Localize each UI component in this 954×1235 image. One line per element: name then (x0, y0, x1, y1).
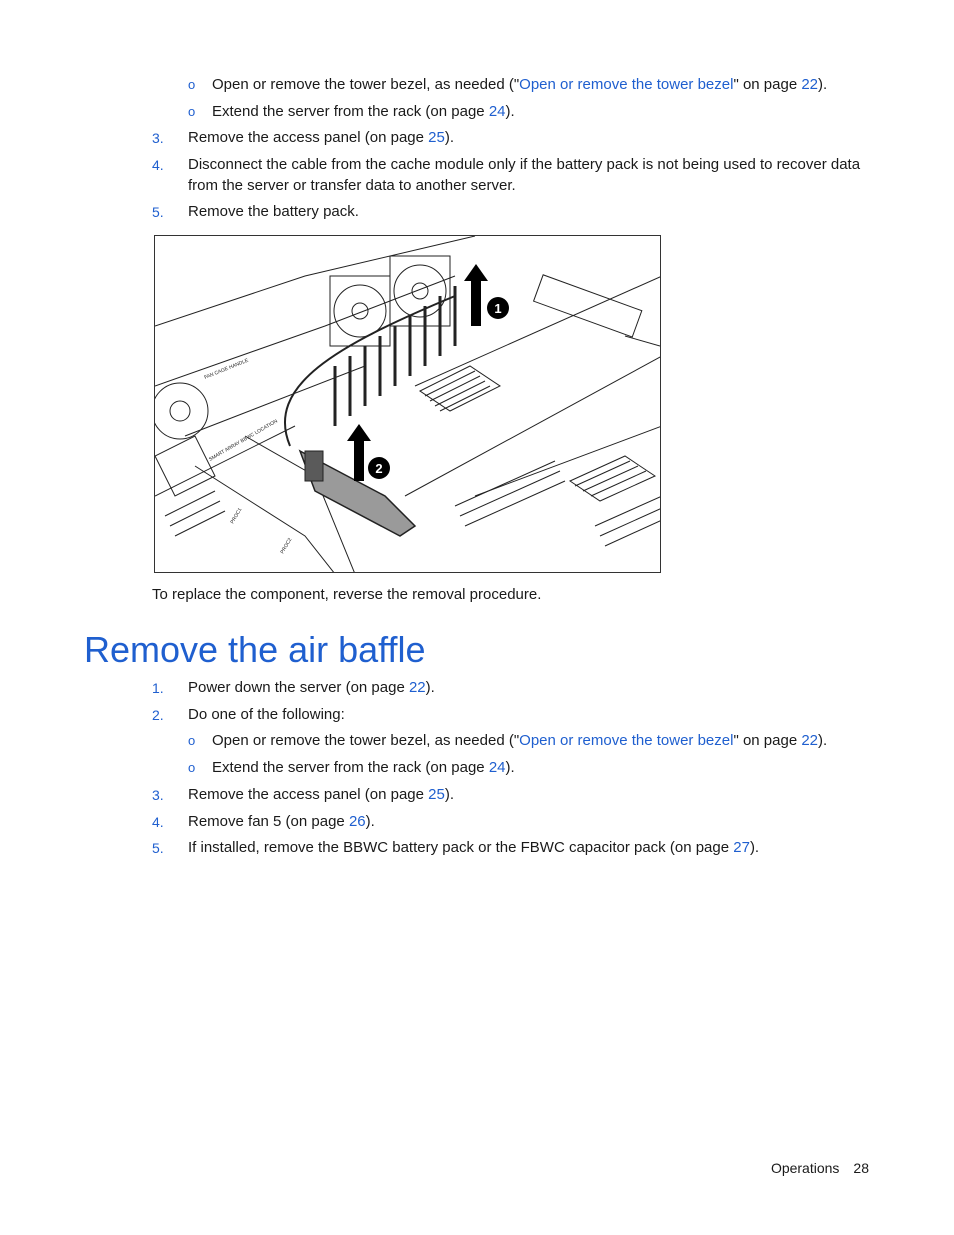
callout-1-label: 1 (494, 301, 502, 316)
callout-2-label: 2 (375, 461, 383, 476)
page-link[interactable]: 22 (801, 76, 819, 93)
step-text-continued: from the server or transfer data to another server. (188, 177, 516, 194)
page-link[interactable]: 25 (428, 129, 445, 146)
smart-array-label: SMART ARRAY BBWC LOCATION (208, 418, 279, 463)
fan-cage-label: FAN CAGE HANDLE (203, 357, 250, 381)
server-illustration (155, 236, 661, 573)
footer-page-number: 28 (853, 1160, 869, 1176)
page-link[interactable]: 22 (408, 679, 426, 696)
arrow-1 (464, 264, 488, 326)
step-number: 5. (152, 840, 164, 856)
step-number: 4. (152, 157, 164, 173)
bullet-marker: o (188, 760, 196, 775)
step-text: Power down the server (on page 22). (188, 679, 435, 696)
page-link[interactable]: 22 (801, 732, 819, 749)
list-item: Extend the server from the rack (on page 24). (212, 759, 515, 776)
proc2-label: PROC2 (279, 537, 294, 555)
arrow-2 (347, 424, 371, 481)
step-text: Remove the battery pack. (188, 203, 359, 220)
step-number: 1. (152, 680, 164, 696)
step-text: Disconnect the cable from the cache module only if the battery pack is not being used to recover data (188, 156, 861, 173)
battery-pack-removal-figure (154, 235, 661, 573)
replace-note: To replace the component, reverse the removal procedure. (152, 586, 542, 603)
step-text: Do one of the following: (188, 706, 345, 723)
footer-section: Operations (770, 1160, 840, 1176)
section-heading: Remove the air baffle (84, 629, 426, 670)
step-number: 3. (152, 787, 164, 803)
step-number: 5. (152, 204, 164, 220)
list-item: Open or remove the tower bezel, as needed ("Open or remove the tower bezel" on page 22). (212, 732, 828, 749)
page-link[interactable]: 25 (428, 786, 445, 803)
page-link[interactable]: 24 (488, 103, 506, 120)
step-number: 2. (152, 707, 164, 723)
step-number: 4. (152, 814, 164, 830)
link-open-tower-bezel[interactable]: Open or remove the tower bezel (519, 76, 734, 93)
bullet-marker: o (188, 733, 196, 748)
page-footer (757, 1158, 869, 1178)
step-text: Remove the access panel (on page 25). (188, 129, 455, 146)
step-text: Remove fan 5 (on page 26). (188, 813, 375, 830)
page-link[interactable]: 27 (733, 839, 750, 856)
list-item: Open or remove the tower bezel, as needed ("Open or remove the tower bezel" on page 22). (212, 76, 828, 93)
step-text: If installed, remove the BBWC battery pack or the FBWC capacitor pack (on page 27). (188, 839, 760, 856)
proc1-label: PROC1 (229, 507, 244, 525)
bullet-marker: o (188, 104, 196, 119)
bullet-marker: o (188, 77, 196, 92)
page-link[interactable]: 24 (488, 759, 506, 776)
page-link[interactable]: 26 (348, 813, 366, 830)
list-item: Extend the server from the rack (on page 24). (212, 103, 515, 120)
step-text: Remove the access panel (on page 25). (188, 786, 455, 803)
link-open-tower-bezel[interactable]: Open or remove the tower bezel (519, 732, 734, 749)
step-number: 3. (152, 130, 164, 146)
